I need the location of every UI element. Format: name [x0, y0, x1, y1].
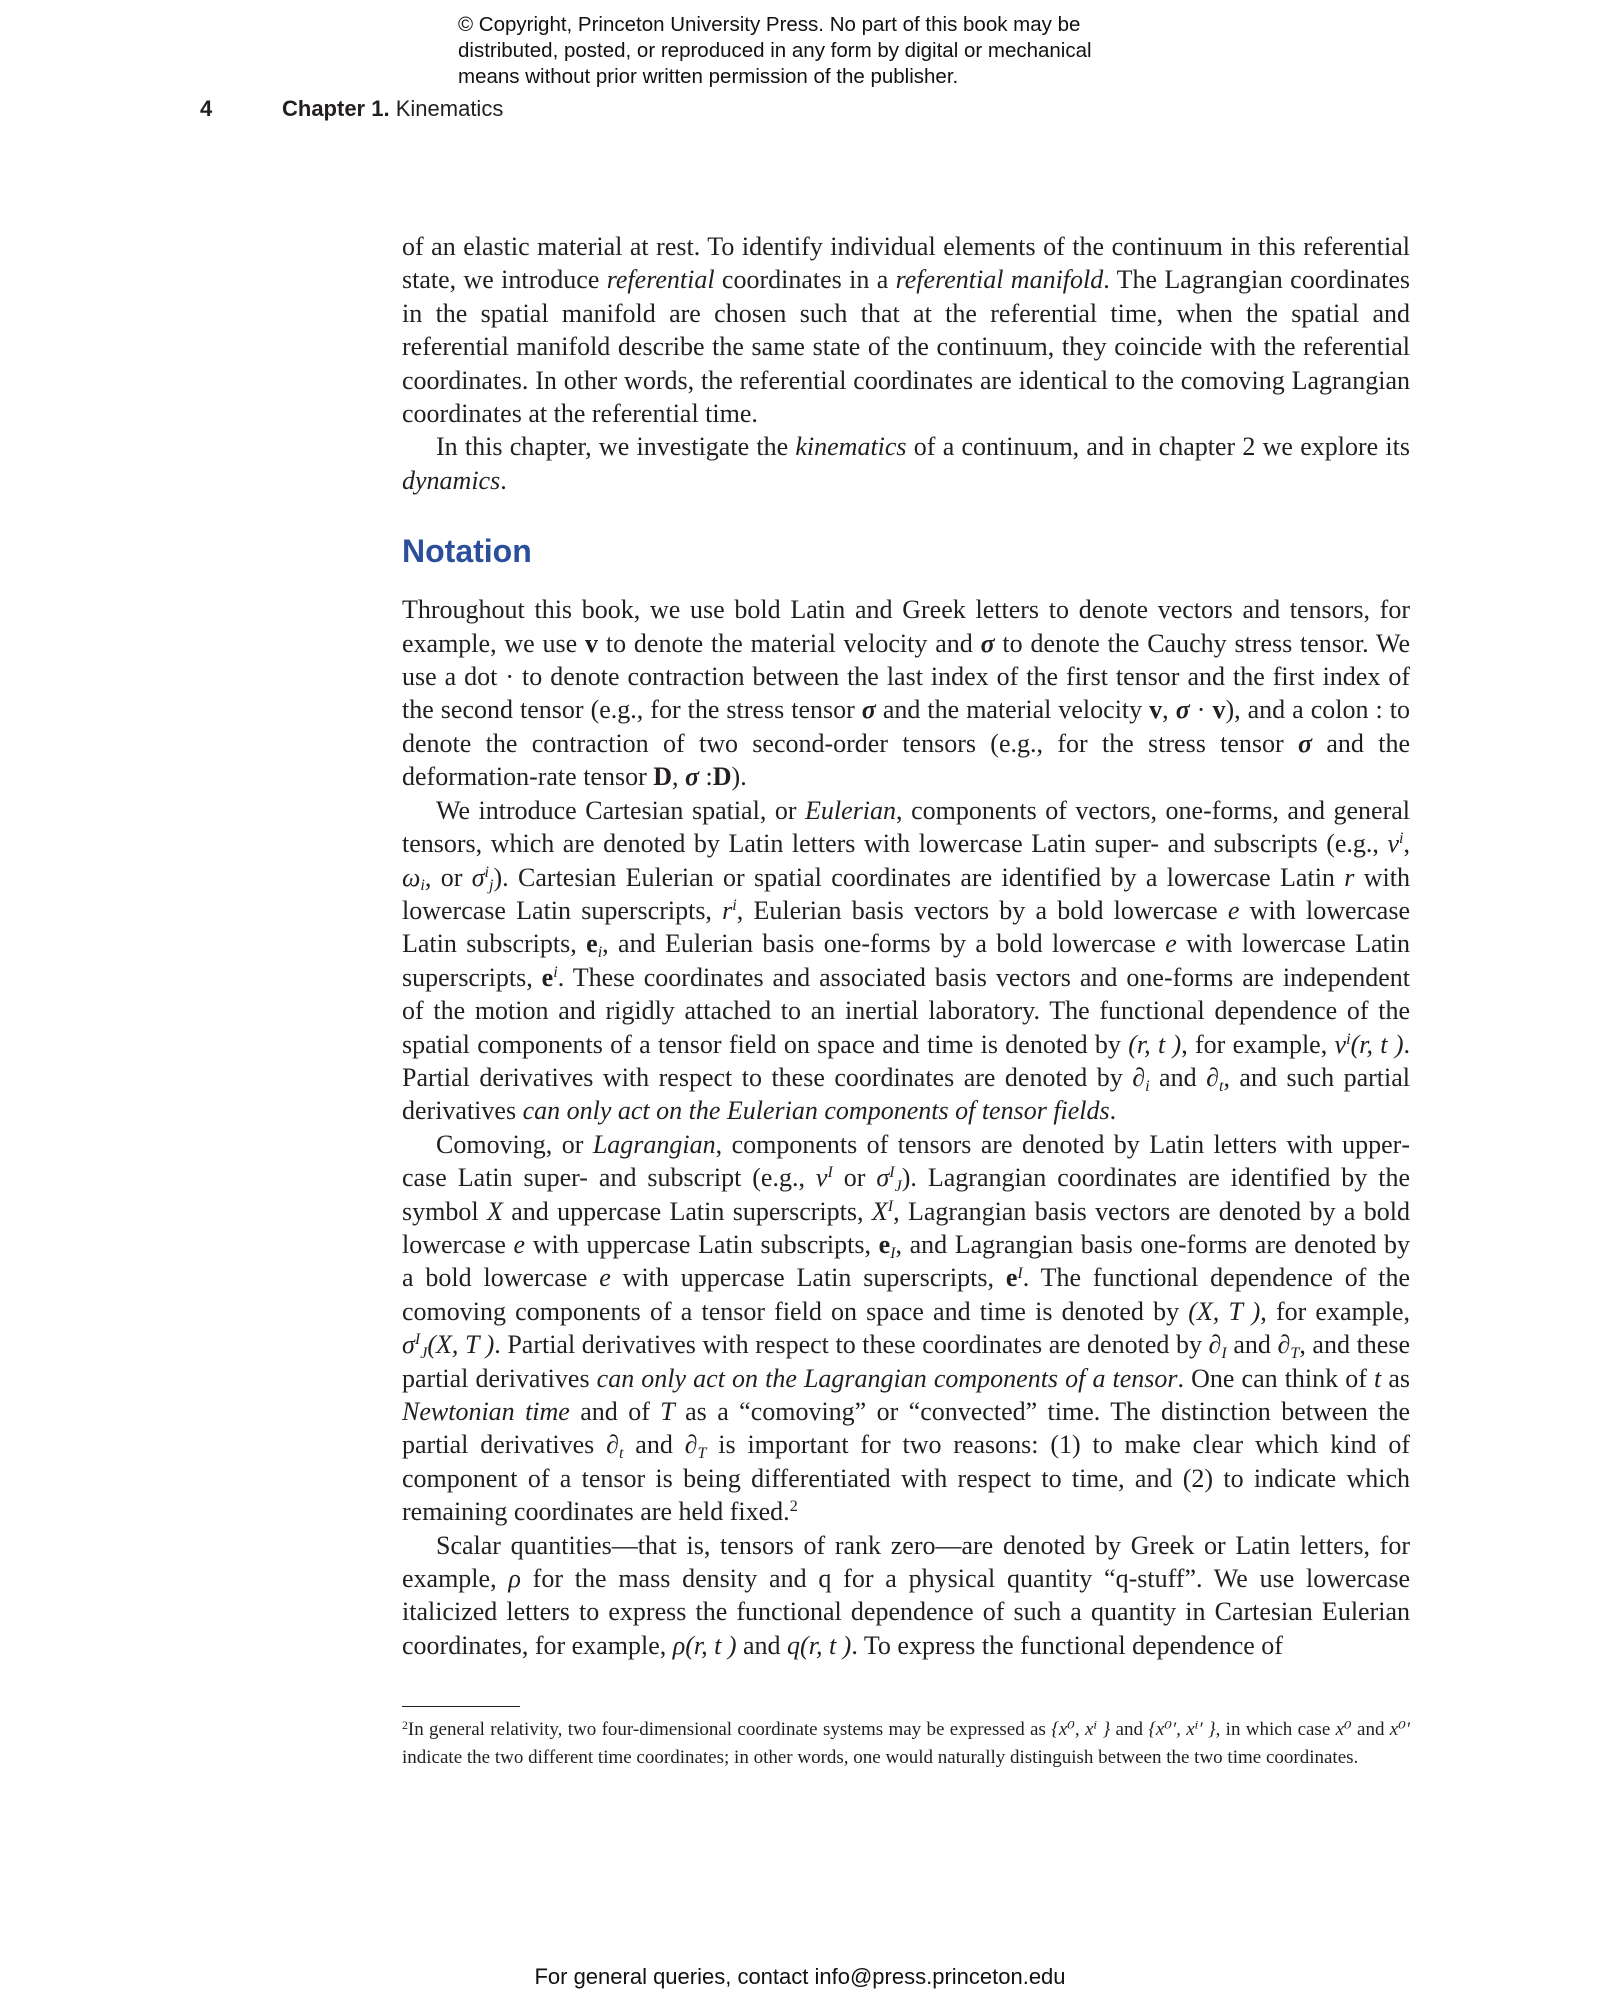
text-run: and [623, 1430, 685, 1460]
math-sup: I [414, 1331, 421, 1349]
math-sup: i [1399, 830, 1404, 848]
text-run: . Partial derivatives with respect to these coordinates are denoted by [402, 1029, 1411, 1092]
symbol-colon: : [699, 762, 713, 792]
math-sigma-IJ-XT [402, 1330, 495, 1363]
emphasis: can only act on the Lagrangian components of a tensor [596, 1363, 1178, 1393]
math-set: {x⁰, xⁱ } [1051, 1719, 1111, 1740]
math-base: ∂ [1277, 1330, 1291, 1360]
math-partial-I [1208, 1330, 1227, 1363]
text-run: ), and a colon : to denote the contraction of two second-order tensors (e.g., for the stress tensor [402, 695, 1411, 758]
text-run: , for example, [1181, 1029, 1335, 1059]
paragraph [402, 1529, 1410, 1663]
text-run: coordinates in a [714, 265, 896, 295]
math-rt: (r, t ) [1128, 1029, 1182, 1059]
math-set: {x⁰′, xⁱ′ } [1148, 1719, 1216, 1740]
text-run: to denote the Cauchy stress tensor. We use a dot · to denote contraction between the last index of the first tensor and the first index of the second tensor (e.g., for the stress tensor [402, 628, 1411, 725]
math-sub: t [618, 1445, 624, 1463]
text-run: . One can think of [1177, 1363, 1374, 1393]
copyright-line: distributed, posted, or reproduced in any form by digital or mechanical [458, 39, 1092, 62]
math-base: ∂ [1132, 1062, 1146, 1092]
math-sup: I [887, 1197, 894, 1215]
math-base: e [586, 929, 598, 959]
text-run: We introduce Cartesian spatial, or [436, 795, 806, 825]
math-omega-i [402, 862, 425, 895]
copyright-line: means without prior written permission of the publisher. [458, 65, 959, 88]
math-T: T [660, 1397, 675, 1426]
chapter-label: Chapter 1. [282, 96, 390, 121]
copyright-notice [458, 12, 1218, 90]
text-run: In this chapter, we investigate the [436, 432, 796, 462]
math-q-rt: q(r, t ) [787, 1630, 852, 1660]
math-vi-rt [1335, 1030, 1404, 1059]
math-partial-T [1277, 1330, 1300, 1363]
chapter-name: Kinematics [395, 96, 504, 121]
math-e-sup-I [1006, 1263, 1023, 1292]
math-sub: T [697, 1445, 707, 1463]
symbol-sigma: σ [1175, 695, 1190, 725]
text-run: ). Cartesian Eulerian or spatial coordinates are identified by a lowercase Latin [493, 862, 1345, 892]
text-run: Comoving, or [436, 1129, 593, 1159]
text-run: , Lagrangian basis vectors are denoted by a bold lowercase [402, 1196, 1411, 1259]
symbol-sigma: σ [980, 628, 995, 658]
text-run: and [1226, 1330, 1278, 1360]
math-e-sub-i [586, 929, 603, 962]
text-run: . The Lagrangian coordinates in the spatial manifold are chosen such that at the referential time, when the spatial and referential manifold describe the same state of the continuum, they coincide with the referential coordinates. In other words, the referential coordinates are identical to the comoving Lagrangian coordinates at the referential time. [402, 265, 1411, 429]
math-sup: I [827, 1164, 833, 1182]
math-sigma-IJ [876, 1163, 902, 1195]
footnote-rule [402, 1706, 520, 1707]
math-sup: i [553, 963, 558, 981]
math-base: ω [402, 862, 421, 892]
text-run: Scalar quantities—that is, tensors of rank zero—are denoted by Greek or Latin letters, for example, [402, 1530, 1410, 1594]
math-base: σ [471, 862, 485, 892]
text-run: with lowercase Latin superscripts, [402, 862, 1410, 925]
math-base: σ [876, 1163, 890, 1193]
math-args: (X, T ) [427, 1330, 495, 1360]
math-sub: J [420, 1345, 428, 1363]
emphasis: referential manifold [895, 265, 1104, 295]
math-base: v [815, 1163, 828, 1193]
paragraph [402, 430, 1410, 497]
math-e: e [1227, 895, 1240, 925]
math-e-sup-i [542, 963, 558, 992]
math-base: r [722, 895, 733, 925]
symbol-dot: · [1189, 695, 1213, 725]
text-run: of a continuum, and in chapter 2 we explore its [906, 432, 1410, 462]
text-run: . [1109, 1096, 1117, 1126]
text-run: . These coordinates and associated basis vectors and one-forms are independent of the motion and rigidly attached to an inertial laboratory. The functional dependence of the spatial components of a tensor field on space and time is denoted by [402, 962, 1410, 1059]
math-x0: x⁰ [1335, 1719, 1352, 1740]
page-footer: For general queries, contact info@press.princeton.edu [534, 1964, 1066, 1989]
emphasis: Eulerian [805, 795, 897, 825]
symbol-v: v [585, 628, 599, 658]
text-run: , in which case [1215, 1719, 1336, 1740]
text-run: for the mass density and q for a physical quantity “q-stuff”. We use lowercase italicized letters to express the functional dependence of such a quantity in Cartesian Eulerian coordinates, for example, [402, 1564, 1410, 1660]
math-v-I [816, 1163, 833, 1192]
text-run: , [1403, 829, 1410, 859]
math-sub: i [420, 877, 425, 895]
text-run: ). Lagrangian coordinates are identified by the symbol [402, 1163, 1410, 1226]
text-run: with lowercase Latin subscripts, [402, 895, 1410, 959]
math-sup: i [1346, 1030, 1351, 1048]
emphasis: Lagrangian [592, 1129, 716, 1159]
math-rho: ρ [508, 1564, 521, 1594]
emphasis: referential [606, 265, 715, 295]
text-run: and of [569, 1397, 661, 1426]
math-e: e [1165, 929, 1177, 959]
math-XT: (X, T ) [1188, 1296, 1261, 1326]
math-sub: i [597, 944, 603, 962]
math-e: e [513, 1229, 526, 1259]
text-run: , or [424, 862, 472, 892]
symbol-D: D [712, 762, 732, 792]
text-run: and uppercase Latin superscripts, [502, 1196, 872, 1226]
math-r: r [1344, 862, 1355, 892]
math-sub: J [894, 1177, 902, 1195]
math-partial-t [1206, 1062, 1224, 1095]
page-body [402, 230, 1410, 1662]
symbol-sigma: σ [861, 695, 876, 725]
text-run: . [500, 465, 507, 495]
text-run: is important for two reasons: (1) to make clear which kind of component of a tensor is being differentiated with respect to time, and (2) to indicate which remaining coordinates are held fixed. [402, 1430, 1411, 1527]
text-run: . The functional dependence of the comoving components of a tensor field on space and time is denoted by [402, 1263, 1411, 1326]
math-e-sub-I [878, 1229, 896, 1262]
text-run: , [1162, 695, 1169, 725]
paragraph [402, 230, 1410, 430]
math-partial-t [606, 1430, 624, 1463]
math-sigma-ij [471, 862, 494, 895]
text-run: ). [731, 762, 747, 792]
math-sub: I [1221, 1345, 1227, 1363]
math-e: e [599, 1263, 611, 1293]
math-sub: I [890, 1244, 896, 1262]
paragraph [402, 593, 1410, 793]
math-sub: i [1145, 1077, 1150, 1095]
text-run: with lowercase Latin superscripts, [402, 929, 1411, 992]
text-run: . To express the functional dependence of [851, 1630, 1283, 1660]
math-sub: T [1290, 1345, 1300, 1363]
text-run: and the deformation-rate tensor [402, 728, 1410, 792]
text-run: indicate the two different time coordinates; in other words, one would naturally distinguish between the two time coordinates. [402, 1747, 1359, 1768]
math-partial-T [684, 1430, 707, 1463]
text-run: or [832, 1163, 877, 1193]
math-base: ∂ [1208, 1330, 1222, 1360]
text-run: , for example, [1260, 1296, 1410, 1326]
paragraph [402, 794, 1410, 1128]
copyright-line: © Copyright, Princeton University Press. No part of this book may be [458, 13, 1081, 36]
text-run: to denote the material velocity and [598, 628, 981, 658]
page-number: 4 [200, 96, 213, 121]
math-base: ∂ [1206, 1062, 1219, 1092]
symbol-D: D [653, 762, 673, 792]
section-heading: Notation [402, 533, 532, 570]
text-run: as a “comoving” or “convected” time. The distinction between the partial derivatives [402, 1397, 1410, 1460]
text-run: , and such partial derivatives [402, 1062, 1411, 1126]
math-base: ∂ [606, 1430, 619, 1460]
footnote-mark: 2 [402, 1718, 408, 1732]
text-run: , components of tensors are denoted by Latin letters with uppercase Latin super- and subscript (e.g., [402, 1129, 1410, 1193]
math-r-i [722, 896, 737, 925]
math-x0-prime: x⁰′ [1389, 1719, 1411, 1740]
text-run: and [1351, 1719, 1390, 1740]
math-sup: I [889, 1164, 895, 1182]
math-args: (r, t ) [1350, 1029, 1404, 1059]
math-sup: i [732, 897, 737, 915]
text-run: . Partial derivatives with respect to these coordinates are denoted by [494, 1330, 1209, 1360]
text-run: and [1149, 1062, 1207, 1092]
footnote [402, 1716, 1410, 1772]
math-base: ∂ [684, 1430, 698, 1460]
math-sub: j [489, 877, 494, 895]
text-run: , components of vectors, one-forms, and general tensors, which are denoted by Latin letters with lowercase Latin super- and subscripts (e.g., [402, 795, 1410, 859]
math-base: e [1005, 1263, 1018, 1293]
math-partial-i [1132, 1062, 1150, 1095]
math-base: σ [402, 1330, 415, 1360]
text-run: with uppercase Latin superscripts, [610, 1263, 1006, 1293]
math-t: t [1374, 1363, 1382, 1393]
text-run: , and Lagrangian basis one-forms are denoted by a bold lowercase [402, 1229, 1411, 1293]
text-run: and [1110, 1719, 1149, 1740]
text-run: and [736, 1630, 788, 1660]
math-X-I [872, 1197, 893, 1226]
emphasis: kinematics [795, 432, 907, 462]
math-X: X [486, 1196, 503, 1226]
text-run: , Eulerian basis vectors by a bold lowercase [736, 895, 1228, 925]
text-run: In general relativity, two four-dimensional coordinate systems may be expressed as [407, 1719, 1052, 1740]
text-run: , and these partial derivatives [402, 1330, 1410, 1393]
chapter-title [282, 96, 503, 122]
math-sup: I [1017, 1264, 1023, 1282]
text-run: Throughout this book, we use bold Latin and Greek letters to denote vectors and tensors, for example, we use [402, 595, 1410, 658]
math-base: e [541, 962, 554, 992]
text-run: as [1381, 1363, 1410, 1393]
text-run: of an elastic material at rest. To identify individual elements of the continuum in this referential state, we introduce [402, 232, 1410, 295]
text-run: and the material velocity [875, 695, 1150, 725]
math-base: e [878, 1229, 891, 1259]
emphasis: can only act on the Eulerian components of tensor fields [522, 1096, 1110, 1126]
text-run: , and Eulerian basis one-forms by a bold lowercase [602, 929, 1166, 959]
text-run: with uppercase Latin subscripts, [525, 1229, 879, 1259]
math-sub: t [1218, 1077, 1224, 1095]
symbol-sigma: σ [1298, 728, 1313, 758]
math-base: v [1334, 1029, 1347, 1059]
emphasis: dynamics [402, 465, 501, 495]
symbol-v: v [1212, 695, 1226, 725]
footnote-ref[interactable]: 2 [789, 1498, 798, 1516]
math-v-i [1387, 829, 1403, 858]
math-base: v [1387, 829, 1400, 859]
symbol-sigma: σ [685, 762, 700, 792]
math-sup: i [484, 863, 490, 881]
symbol-v: v [1149, 695, 1163, 725]
math-rho-rt: ρ(r, t ) [672, 1630, 737, 1660]
math-base: X [871, 1196, 888, 1226]
paragraph [402, 1128, 1410, 1529]
text-run: , [672, 762, 679, 792]
emphasis: Newtonian time [402, 1397, 570, 1426]
